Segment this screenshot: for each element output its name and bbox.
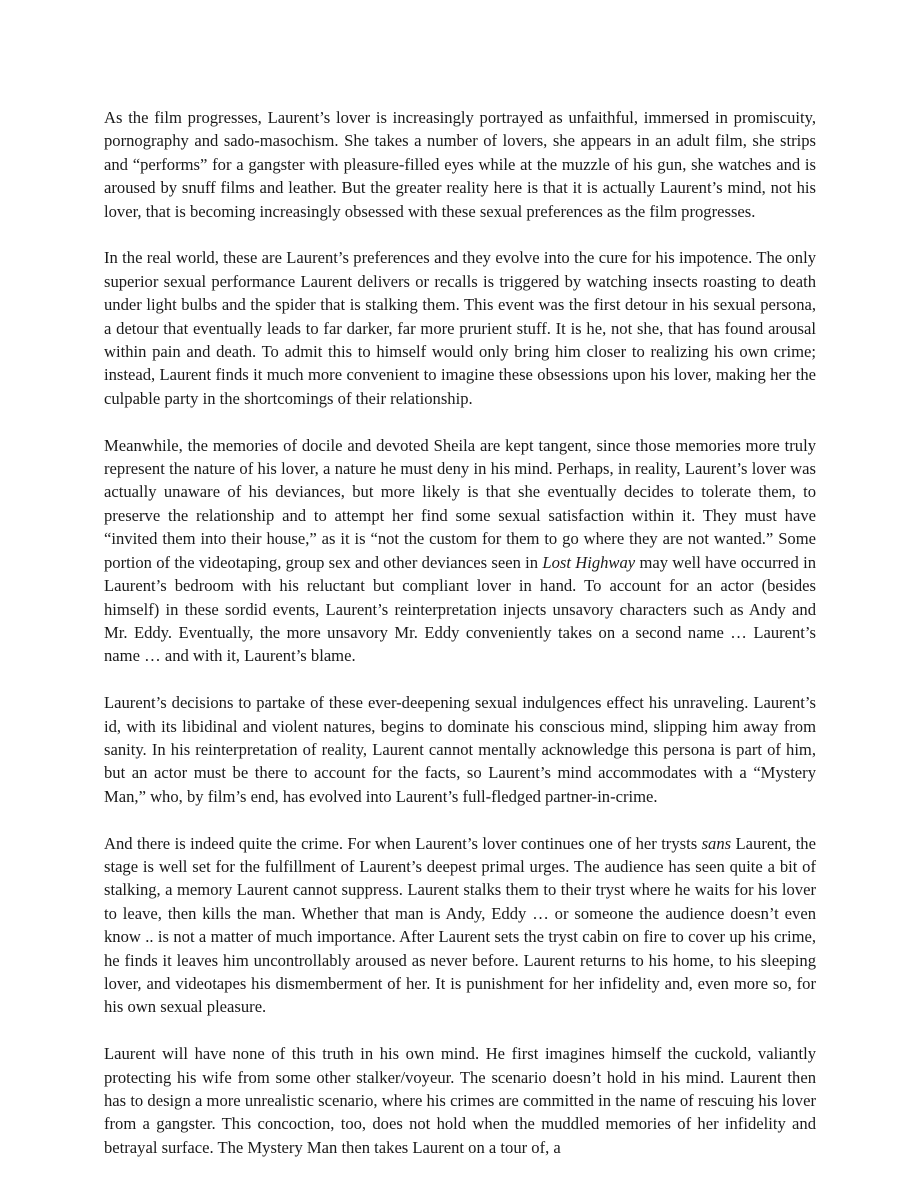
paragraph-text: And there is indeed quite the crime. For when Laurent’s lover continues one of her trysts bbox=[104, 833, 702, 853]
paragraph-text: Laurent, the stage is well set for the fulfillment of Laurent’s deepest primal urges. The audience has seen quite a bit of stalking, a memory Laurent cannot suppress. Laurent stalks them to their tryst where he waits for his lover to leave, then kills the man. Whether that man is Andy, Eddy … or someone the audience doesn’t even know .. is not a matter of much importance. After Laurent sets the tryst cabin on fire to cover up his crime, he finds it leaves him uncontrollably aroused as never before. Laurent returns to his home, to his sleeping lover, and videotapes his dismemberment of her. It is punishment for her infidelity and, even more so, for his own sexual pleasure. bbox=[104, 833, 816, 1017]
sans-italic: sans bbox=[701, 833, 732, 853]
paragraph-4 bbox=[104, 691, 816, 808]
paragraph-2 bbox=[104, 246, 816, 410]
paragraph-5 bbox=[104, 832, 816, 1019]
film-title-italic: Lost Highway bbox=[542, 552, 636, 572]
paragraph-text: Meanwhile, the memories of docile and devoted Sheila are kept tangent, since those memories more truly represent the nature of his lover, a nature he must deny in his mind. Perhaps, in reality, Laurent’s lover was actually unaware of his deviances, but more likely is that she eventually decides to tolerate them, to preserve the relationship and to attempt her find some sexual satisfaction within it. They must have “invited them into their house,” as it is “not the custom for them to go where they are not wanted.” Some portion of the videotaping, group sex and other deviances seen in bbox=[104, 435, 816, 572]
paragraph-text: As the film progresses, Laurent’s lover is increasingly portrayed as unfaithful, immersed in promiscuity, pornography and sado-masochism. She takes a number of lovers, she appears in an adult film, she strips and “performs” for a gangster with pleasure-filled eyes while at the muzzle of his gun, she watches and is aroused by snuff films and leather. But the greater reality here is that it is actually Laurent’s mind, not his lover, that is becoming increasingly obsessed with these sexual preferences as the film progresses. bbox=[104, 108, 816, 221]
paragraph-6 bbox=[104, 1042, 816, 1159]
paragraph-3 bbox=[104, 434, 816, 668]
paragraph-1 bbox=[104, 106, 816, 223]
paragraph-text: Laurent’s decisions to partake of these ever-deepening sexual indulgences effect his unraveling. Laurent’s id, with its libidinal and violent natures, begins to dominate his conscious mind, slipping him away from sanity. In his reinterpretation of reality, Laurent cannot mentally acknowledge this persona is part of him, but an actor must be there to account for the facts, so Laurent’s mind accommodates with a “Mystery Man,” who, by film’s end, has evolved into Laurent’s full-fledged partner-in-crime. bbox=[104, 693, 816, 806]
paragraph-text: Laurent will have none of this truth in his own mind. He first imagines himself the cuckold, valiantly protecting his wife from some other stalker/voyeur. The scenario doesn’t hold in his mind. Laurent then has to design a more unrealistic scenario, where his crimes are committed in the name of rescuing his lover from a gangster. This concoction, too, does not hold when the muddled memories of her infidelity and betrayal surface. The Mystery Man then takes Laurent on a tour of, a bbox=[104, 1044, 816, 1157]
document-page bbox=[104, 106, 816, 1159]
paragraph-text: may well have occurred in Laurent’s bedroom with his reluctant but compliant lover in hand. To account for an actor (besides himself) in these sordid events, Laurent’s reinterpretation injects unsavory characters such as Andy and Mr. Eddy. Eventually, the more unsavory Mr. Eddy conveniently takes on a second name … Laurent’s name … and with it, Laurent’s blame. bbox=[104, 552, 816, 666]
paragraph-text: In the real world, these are Laurent’s preferences and they evolve into the cure for his impotence. The only superior sexual performance Laurent delivers or recalls is triggered by watching insects roasting to death under light bulbs and the spider that is stalking them. This event was the first detour in his sexual persona, a detour that eventually leads to far darker, far more prurient stuff. It is he, not she, that has found arousal within pain and death. To admit this to himself would only bring him closer to realizing his own crime; instead, Laurent finds it much more convenient to imagine these obsessions upon his lover, making her the culpable party in the shortcomings of their relationship. bbox=[104, 248, 816, 408]
